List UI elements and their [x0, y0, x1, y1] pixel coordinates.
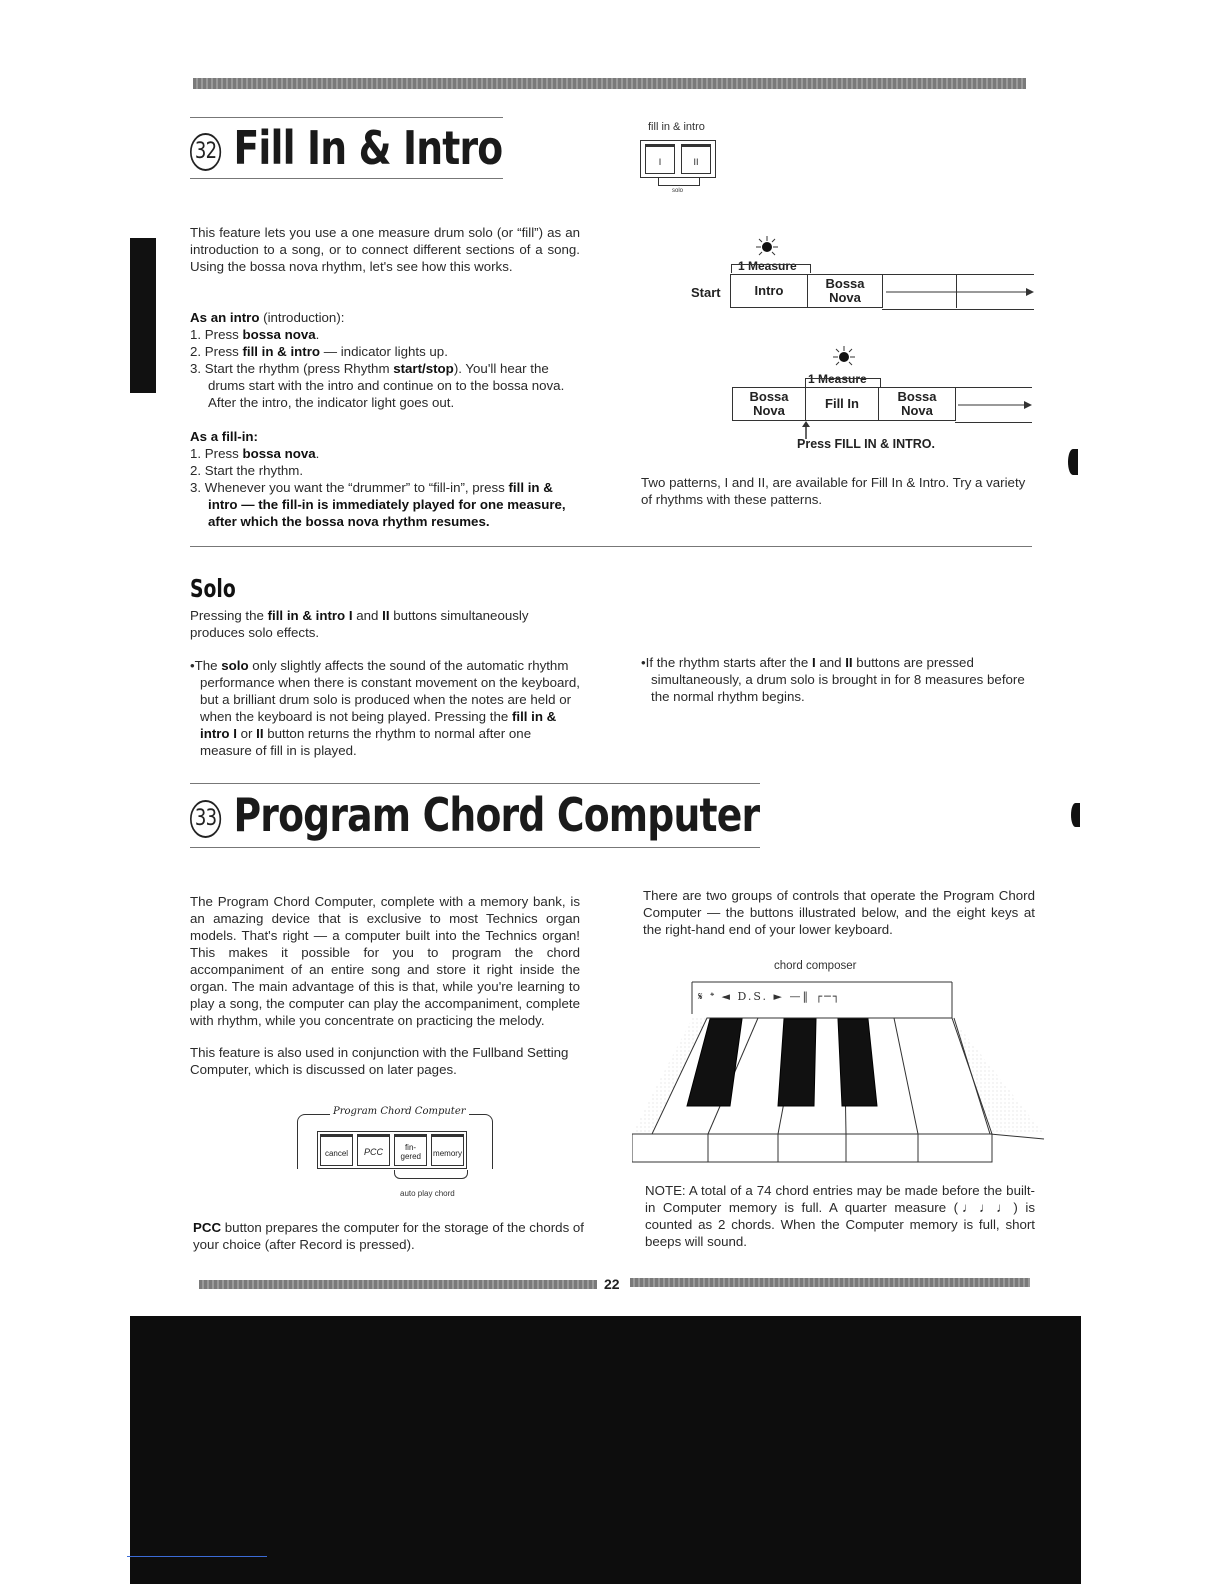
pcc-pcc-button[interactable]: PCC — [357, 1134, 390, 1166]
measure-bracket-1 — [731, 264, 811, 273]
fill-in-intro-button-1[interactable] — [645, 144, 675, 174]
pcc-panel-label: Program Chord Computer — [330, 1106, 469, 1117]
fill-in-intro-button-2[interactable] — [681, 144, 711, 174]
solo-small-label: solo — [672, 188, 684, 194]
section-title-program-chord-computer — [190, 786, 759, 844]
solo-bullet-1: •The solo only slightly affects the sound of the automatic rhythm performance when there is constant movement on the keyboard, but a brilliant drum solo is produced when the notes are held or when the keyboard is not being played. Pressing the fill in & intro I or II button returns the rhythm to normal after one measure of fill in is played. — [190, 658, 580, 758]
pcc-button-paragraph: PCC button prepares the computer for the storage of the chords of your choice (after Record is pressed). — [193, 1220, 585, 1252]
measure-label-1: 1 Measure — [738, 259, 797, 273]
pcc-memory-button[interactable]: memory — [431, 1134, 464, 1166]
title32-rule-bottom — [190, 178, 503, 179]
fill-intro-paragraph: This feature lets you use a one measure drum solo (or “fill”) as an introduction to a song, or to connect different sections of a song. Using the bossa nova rhythm, let's see how this works. — [190, 225, 580, 274]
title32-rule-top — [190, 117, 503, 118]
indicator-light-2 — [833, 346, 855, 368]
fill-step-2: 2. Start the rhythm. — [190, 463, 304, 478]
pcc-cancel-button[interactable]: cancel — [320, 1134, 353, 1166]
intro-step-3: 3. Start the rhythm (press Rhythm start/stop). You'll hear the drums start with the intro and continue on to the bossa nova. After the intro, the indicator light goes out. — [190, 361, 565, 410]
fill-step-3: 3. Whenever you want the “drummer” to “fill-in”, press fill in & intro — the fill-in is immediately played for one measure, after which the bossa nova rhythm resumes. — [190, 480, 566, 529]
footer-rule-right — [630, 1278, 1030, 1287]
diagram2-fill-in-cell: Fill In — [805, 387, 879, 421]
controls-paragraph: There are two groups of controls that operate the Program Chord Computer — the buttons illustrated below, and the eight keys at the right-hand end of your lower keyboard. — [643, 888, 1035, 937]
title33-rule-bottom — [190, 847, 760, 848]
page-number: 22 — [604, 1276, 620, 1292]
button-1-label: I — [658, 157, 662, 167]
side-tab — [130, 238, 156, 393]
patterns-paragraph: Two patterns, I and II, are available for Fill In & Intro. Try a variety of rhythms with these patterns. — [641, 475, 1026, 507]
diagram1-bossa-nova-cell: Bossa Nova — [807, 274, 883, 308]
memory-note: NOTE: A total of a 74 chord entries may be made before the built-in Computer memory is full. A quarter measure (♩♩♩) is counted as 2 chords. When the Computer memory is full, short beeps will sound. — [645, 1183, 1035, 1249]
section-title-fill-in-intro — [190, 120, 502, 176]
section-number-32: 32 — [190, 133, 221, 171]
button-2-label: II — [693, 157, 699, 167]
diagram2-bossa-nova-cell-1: Bossa Nova — [732, 387, 806, 421]
diagram2-bossa-nova-cell-2: Bossa Nova — [878, 387, 956, 421]
fill-step-1: 1. Press bossa nova. — [190, 446, 320, 461]
scan-dark-area — [130, 1316, 1081, 1584]
top-rule — [193, 78, 1026, 89]
diagram2-arrow — [958, 398, 1032, 410]
solo-paragraph: Pressing the fill in & intro I and II buttons simultaneously produces solo effects. — [190, 608, 529, 640]
section-divider — [190, 546, 1032, 547]
scan-edge-line — [127, 1556, 267, 1557]
footer-rule-left — [199, 1280, 597, 1289]
solo-bullet-2: •If the rhythm starts after the I and II buttons are pressed simultaneously, a drum solo is brought in for 8 measures before the normal rhythm begins. — [641, 655, 1025, 704]
measure-bracket-2 — [805, 378, 881, 387]
as-intro-block — [190, 309, 582, 411]
pcc-paragraph-1: The Program Chord Computer, complete with a memory bank, is an amazing device that is exclusive to most Technics organ models. That's right — a computer built into the Technics organ! This makes it possible for you to program the chord accompaniment of an entire song and store it right inside the organ. The main advantage of this is that, while you're learning to play a song, the computer can play the accompaniment, complete with rhythm, while you concentrate on practicing the melody. — [190, 894, 580, 1028]
section-title-text: Fill In & Intro — [233, 121, 503, 175]
as-fill-heading: As a fill-in: — [190, 429, 258, 444]
indicator-light-1 — [756, 236, 778, 258]
as-intro-paren: (introduction): — [263, 310, 345, 325]
composer-symbols: 𝄋 𝄌 ◄ D.S. ► —‖ ┌─┐ — [698, 990, 842, 1003]
press-fill-in-intro-label: Press FILL IN & INTRO. — [797, 437, 935, 451]
section33-title-text: Program Chord Computer — [233, 788, 760, 842]
start-label: Start — [691, 285, 721, 300]
diagram1-arrow — [886, 285, 1034, 297]
title33-rule-top — [190, 783, 760, 784]
as-intro-heading: As an intro — [190, 310, 260, 325]
chord-composer-label: chord composer — [774, 960, 857, 972]
solo-heading: Solo — [190, 574, 236, 603]
as-fill-block — [190, 428, 582, 530]
diagram1-intro-cell: Intro — [730, 274, 808, 308]
measure-label-2: 1 Measure — [808, 372, 867, 386]
margin-mark-1 — [1068, 449, 1078, 475]
intro-step-1: 1. Press bossa nova. — [190, 327, 320, 342]
pcc-paragraph-2: This feature is also used in conjunction with the Fullband Setting Computer, which is discussed on later pages. — [190, 1045, 569, 1077]
margin-mark-2 — [1071, 803, 1080, 827]
pcc-fingered-button[interactable]: fin-gered — [394, 1134, 427, 1166]
section-number-33: 33 — [190, 800, 221, 838]
auto-play-bracket — [394, 1170, 468, 1179]
auto-play-chord-label: auto play chord — [400, 1189, 455, 1198]
solo-bracket — [658, 178, 700, 186]
fill-in-intro-panel-label: fill in & intro — [648, 121, 705, 133]
intro-step-2: 2. Press fill in & intro — indicator lights up. — [190, 344, 448, 359]
